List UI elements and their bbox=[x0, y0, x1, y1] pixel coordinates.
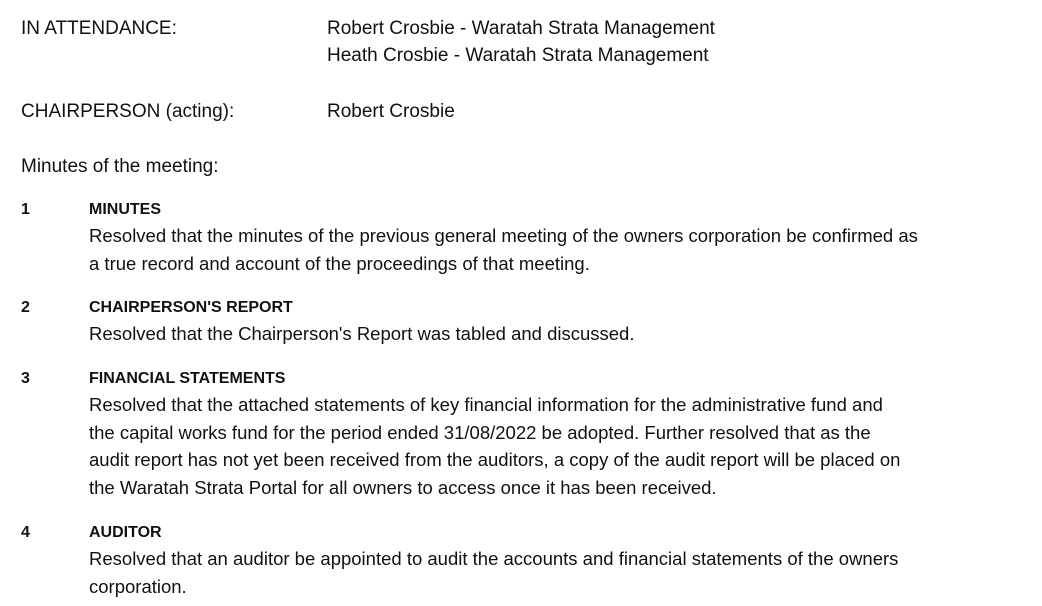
item-title: CHAIRPERSON'S REPORT bbox=[89, 299, 293, 316]
item-number: 2 bbox=[21, 299, 30, 316]
chairperson-value bbox=[327, 98, 455, 125]
item-text bbox=[89, 391, 1036, 501]
item-text-line: Resolved that the Chairperson's Report was tabled and discussed. bbox=[89, 323, 635, 344]
item-number: 3 bbox=[21, 370, 30, 387]
chairperson-name: Robert Crosbie bbox=[327, 101, 455, 122]
attendee-name: Heath Crosbie - Waratah Strata Management bbox=[327, 45, 709, 66]
item-title: FINANCIAL STATEMENTS bbox=[89, 370, 286, 387]
item-text-line: corporation. bbox=[89, 575, 187, 597]
item-body bbox=[89, 297, 1036, 348]
item-text-line: Resolved that an auditor be appointed to audit the accounts and financial statements of the owners bbox=[89, 548, 899, 569]
item-body bbox=[89, 368, 1036, 501]
chairperson-label: CHAIRPERSON (acting): bbox=[21, 101, 235, 122]
item-text-line: audit report has not yet been received from the auditors, a copy of the audit report will be placed on bbox=[89, 449, 901, 470]
item-body bbox=[89, 199, 1036, 277]
attendee-name: Robert Crosbie - Waratah Strata Management bbox=[327, 18, 715, 39]
item-text bbox=[89, 222, 1036, 277]
attendance-label: IN ATTENDANCE: bbox=[21, 18, 177, 39]
item-text-line: Resolved that the attached statements of key financial information for the administrative fund and bbox=[89, 394, 883, 415]
attendance-list bbox=[327, 15, 715, 69]
item-text-line: a true record and account of the proceedings of that meeting. bbox=[89, 252, 590, 274]
item-text bbox=[89, 545, 1036, 600]
item-text-line: Resolved that the minutes of the previous general meeting of the owners corporation be confirmed as bbox=[89, 225, 918, 246]
item-text-line: the capital works fund for the period ended 31/08/2022 be adopted. Further resolved that as the bbox=[89, 421, 871, 443]
item-number: 4 bbox=[21, 524, 30, 541]
item-title: MINUTES bbox=[89, 201, 161, 218]
item-number: 1 bbox=[21, 201, 30, 218]
item-text bbox=[89, 320, 1036, 348]
item-text-line: the Waratah Strata Portal for all owners to access once it has been received. bbox=[89, 476, 717, 498]
item-title: AUDITOR bbox=[89, 524, 162, 541]
item-body bbox=[89, 522, 1036, 600]
minutes-heading: Minutes of the meeting: bbox=[21, 156, 219, 177]
